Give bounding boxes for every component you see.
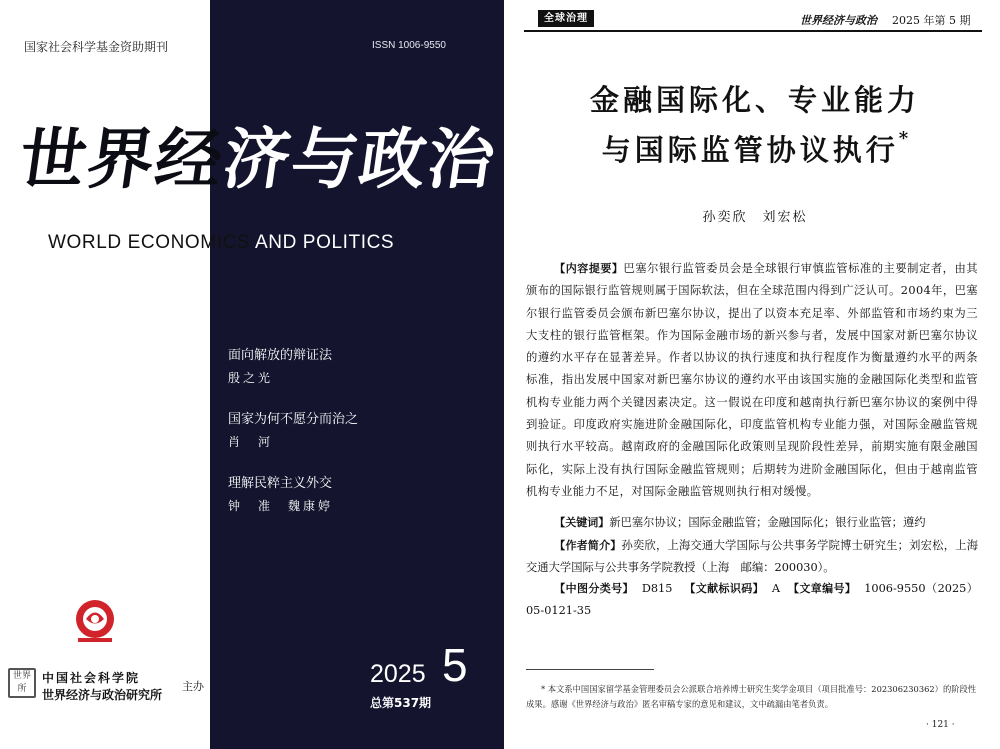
english-title xyxy=(48,232,394,254)
classification-info xyxy=(526,578,978,622)
keywords-text: 新巴塞尔协议；国际金融监管；金融国际化；银行业监管；遵约 xyxy=(609,516,926,529)
toc-item[interactable] xyxy=(228,344,488,386)
article-title-text: 与国际监管协议执行 xyxy=(601,133,899,167)
author-bio-text: 孙奕欣，上海交通大学国际与公共事务学院博士研究生；刘宏松，上海交通大学国际与公共事务学院教授（上海 邮编：200030）。 xyxy=(526,539,978,574)
issue-year: 2025 xyxy=(370,660,426,688)
article-title-line2 xyxy=(510,128,1000,169)
article-authors: 孙奕欣 刘宏松 xyxy=(702,210,808,225)
class-label: 【中图分类号】 xyxy=(554,582,634,595)
abstract-label: 【内容提要】 xyxy=(554,262,624,275)
cover-contents xyxy=(228,344,488,536)
cover-title xyxy=(14,120,502,198)
running-journal-name: 世界经济与政治 xyxy=(800,14,877,27)
issue-number: 5 xyxy=(442,639,468,691)
article-no-value: 1006-9550（2025）05-0121-35 xyxy=(526,582,978,617)
toc-author: 殷之光 xyxy=(228,371,274,385)
footnote: * 本文系中国国家留学基金管理委员会公派联合培养博士研究生奖学金项目（项目批准号：202306230362）的阶段性成果。感谢《世界经济与政治》匿名审稿专家的意见和建议，文中疏漏由笔者负责。 xyxy=(526,684,977,709)
section-tag: 全球治理 xyxy=(538,10,594,27)
publisher-line2: 世界经济与政治研究所 xyxy=(42,688,163,702)
cover-title-right: 济与政治 xyxy=(218,120,502,198)
toc-item[interactable] xyxy=(228,472,488,514)
author-bio xyxy=(526,535,978,579)
toc-author: 钟 准 魏康婷 xyxy=(228,499,334,513)
funding-note: 国家社会科学基金资助期刊 xyxy=(24,40,169,54)
page-number: · 121 · xyxy=(926,720,955,730)
issue-total: 总第537期 xyxy=(370,696,432,710)
header-rule xyxy=(524,30,982,32)
sponsor-label: 主办 xyxy=(182,680,204,693)
cover-title-left: 世界经 xyxy=(14,120,230,198)
toc-item[interactable] xyxy=(228,408,488,450)
toc-title: 理解民粹主义外交 xyxy=(228,476,333,491)
abstract-text: 巴塞尔银行监管委员会是全球银行审慎监管标准的主要制定者，由其颁布的国际银行监管规则属于国际软法，但在全球范围内得到广泛认可。2004年，巴塞尔银行监管委员会颁布新巴塞尔协议，提出了以资本充足率、外部监管和市场约束为三大支柱的银行监管框架。作为国际金融市场的新兴参与者，发展中国家对新巴塞尔协议的遵约水平存在显著差异。作者以协议的执行速度和执行程度作为衡量遵约水平的两条标准，指出发展中国家对新巴塞尔协议的遵约水平由该国实施的金融国际化类型和监管机构专业能力两个关键因素决定。这一假说在印度和越南执行新巴塞尔协议的案例中得到验证。印度政府实施进阶金融国际化，印度监管机构专业能力强，对国际金融监管规则执行水平较高。越南政府的金融国际化政策则呈现阶段性差异，前期实施有限金融国际化，实际上没有执行国际金融监管规则；后期转为进阶金融国际化，但由于越南监管机构专业能力不足，对国际金融监管规则执行相对缓慢。 xyxy=(526,262,978,498)
author-bio-label: 【作者简介】 xyxy=(554,539,622,552)
class-value: D815 xyxy=(641,582,673,595)
keywords xyxy=(526,512,978,534)
keywords-label: 【关键词】 xyxy=(554,516,610,529)
doc-code-label: 【文献标识码】 xyxy=(684,582,764,595)
running-issue-label: 2025 年第 5 期 xyxy=(892,14,971,27)
abstract xyxy=(526,258,978,503)
publisher-block xyxy=(8,668,208,708)
toc-title: 国家为何不愿分而治之 xyxy=(228,412,359,427)
issn: ISSN 1006-9550 xyxy=(372,40,446,51)
toc-title: 面向解放的辩证法 xyxy=(228,348,333,363)
toc-author: 肖 河 xyxy=(228,435,274,449)
institute-seal: 世界所 xyxy=(8,668,36,698)
footnote-rule xyxy=(526,669,654,670)
footnote-mark: * xyxy=(898,128,909,149)
article-title-line1: 金融国际化、专业能力 xyxy=(589,83,920,117)
doc-code-value: A xyxy=(771,582,781,595)
english-title-left: WORLD ECONOMICS xyxy=(48,232,251,253)
english-title-right: AND POLITICS xyxy=(250,232,395,253)
article-no-label: 【文章编号】 xyxy=(788,582,857,595)
academy-logo-icon xyxy=(72,598,118,644)
publisher-line1: 中国社会科学院 xyxy=(42,671,141,685)
article-page xyxy=(510,0,1000,749)
